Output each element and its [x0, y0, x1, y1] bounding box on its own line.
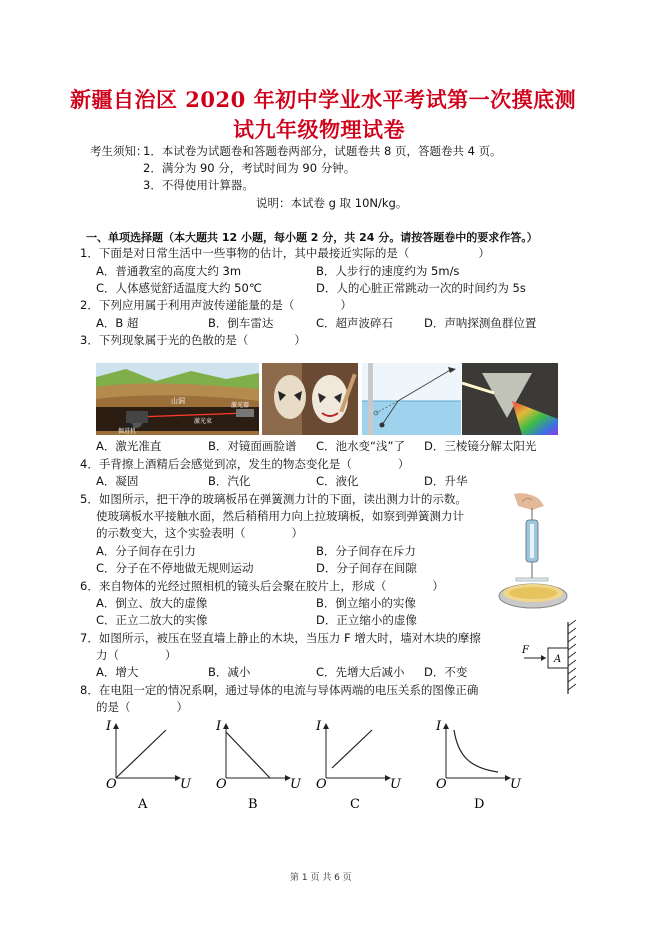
q5-option-b: B．分子间存在斥力 — [316, 544, 416, 558]
section-heading: 一、单项选择题（本大题共 12 小题，每小题 2 分，共 24 分。请按答题卷中的要求作答。） — [86, 231, 538, 244]
graph-a-x-label: U — [180, 777, 191, 792]
graph-b-y-label: I — [216, 719, 222, 734]
label-mountain: 山洞 — [171, 397, 185, 405]
q6-option-b: B．倒立缩小的实像 — [316, 596, 416, 610]
q4-option-a: A．凝固 — [96, 474, 139, 488]
q6-stem: 6．来自物体的光经过照相机的镜头后会聚在胶片上，形成（ ） — [80, 579, 444, 593]
q3-option-c: C．池水变“浅”了 — [316, 439, 405, 453]
q3-image-mirror-face — [262, 363, 358, 435]
graph-d-y-label: I — [436, 719, 442, 734]
q3-image-prism-dispersion — [462, 363, 558, 435]
graph-c-origin: O — [316, 777, 327, 792]
graph-c-x-label: U — [390, 777, 401, 792]
q5-figure-spring-scale — [492, 492, 574, 614]
graph-c — [315, 719, 402, 812]
graph-b-x-label: U — [290, 777, 301, 792]
graph-b-origin: O — [216, 777, 227, 792]
q7-stem-line1: 7．如图所示，被压在竖直墙上静止的木块，当压力 F 增大时，墙对木块的摩擦 — [80, 631, 481, 645]
q1-option-d: D．人的心脏正常跳动一次的时间约为 5s — [316, 281, 526, 295]
q1-option-b: B．人步行的速度约为 5m/s — [316, 264, 460, 278]
notice-note: 说明：本试卷 g 取 10N/kg。 — [256, 196, 408, 210]
graph-d-origin: O — [436, 777, 447, 792]
q1-option-a: A．普通教室的高度大约 3m — [96, 264, 242, 278]
q5-stem-line3: 的示数变大，这个实验表明（ ） — [96, 526, 303, 540]
label-beam: 激光束 — [194, 418, 213, 425]
page-title-line2: 试九年级物理试卷 — [233, 117, 405, 142]
q5-stem-line1: 5．如图所示，把干净的玻璃板吊在弹簧测力计的下面，读出测力计的示数。 — [80, 492, 467, 506]
q2-option-a: A．B 超 — [96, 316, 139, 330]
q3-option-a: A．激光准直 — [96, 439, 162, 453]
q6-option-c: C．正立二放大的实像 — [96, 613, 208, 627]
q1-option-c: C．人体感觉舒适温度大约 50℃ — [96, 281, 262, 295]
graph-b-caption: B — [248, 797, 258, 812]
q2-stem: 2．下列应用属于利用声波传递能量的是（ ） — [80, 298, 352, 312]
graph-a — [105, 719, 192, 812]
graph-d-curve — [454, 730, 498, 772]
graph-a-origin: O — [106, 777, 117, 792]
q7-stem-line2: 力（ ） — [96, 648, 177, 662]
q4-option-b: B．汽化 — [208, 474, 251, 488]
page-footer: 第 1 页 共 6 页 — [290, 873, 352, 883]
q7-block-label: A — [554, 654, 562, 665]
q4-option-c: C．液化 — [316, 474, 359, 488]
q2-option-d: D．声呐探测鱼群位置 — [424, 316, 537, 330]
q7-force-label: F — [522, 645, 529, 656]
graph-a-y-label: I — [106, 719, 112, 734]
q4-stem: 4．手背擦上酒精后会感觉到凉，发生的物态变化是（ ） — [80, 457, 410, 471]
graph-c-y-label: I — [316, 719, 322, 734]
graph-a-line — [116, 730, 166, 778]
q7-option-a: A．增大 — [96, 665, 139, 679]
graph-c-caption: C — [350, 797, 360, 812]
q5-option-d: D．分子间存在间隙 — [316, 561, 417, 575]
q3-image-laser-tunnel — [96, 363, 259, 435]
page-title-line1: 新疆自治区 2020 年初中学业水平考试第一次摸底测 — [70, 87, 577, 112]
q5-stem-line2: 使玻璃板水平接触水面，然后稍稍用力向上拉玻璃板，如察到弹簧测力计 — [96, 509, 464, 523]
graph-b — [215, 719, 302, 812]
notice-item-1: 1．本试卷为试题卷和答题卷两部分，试题卷共 8 页，答题卷共 4 页。 — [143, 144, 502, 158]
label-laser: 激光器 — [231, 402, 250, 409]
q1-stem: 1．下面是对日常生活中一些事物的估计，其中最接近实际的是（ ） — [80, 246, 490, 260]
graph-a-caption: A — [138, 797, 148, 812]
graph-b-line — [226, 732, 270, 778]
q7-option-d: D．不变 — [424, 665, 468, 679]
notice-item-2: 2．满分为 90 分，考试时间为 90 分钟。 — [143, 161, 356, 175]
q8-stem-line2: 的是（ ） — [96, 700, 188, 714]
q8-stem-line1: 8．在电阻一定的情况系啊，通过导体的电流与导体两端的电压关系的图像正确 — [80, 683, 479, 697]
q3-stem: 3．下列现象属于光的色散的是（ ） — [80, 333, 306, 347]
q2-option-c: C．超声波碎石 — [316, 316, 394, 330]
q8-graphs — [100, 716, 560, 816]
graph-d-caption: D — [474, 797, 485, 812]
graph-c-line — [332, 730, 372, 768]
q5-option-c: C．分子在不停地做无规则运动 — [96, 561, 254, 575]
notice-label: 考生须知： — [90, 144, 148, 158]
graph-d — [435, 719, 522, 812]
graph-d-x-label: U — [510, 777, 521, 792]
q6-option-d: D．正立缩小的虚像 — [316, 613, 417, 627]
label-machine: 掘进机 — [118, 428, 137, 435]
notice-item-3: 3．不得使用计算器。 — [143, 178, 254, 192]
q7-option-b: B．减小 — [208, 665, 251, 679]
q4-option-d: D．升华 — [424, 474, 468, 488]
q7-option-c: C．先增大后减小 — [316, 665, 405, 679]
q6-option-a: A．倒立、放大的虚像 — [96, 596, 208, 610]
q3-option-d: D．三棱镜分解太阳光 — [424, 439, 537, 453]
q2-option-b: B．倒车雷达 — [208, 316, 274, 330]
q5-option-a: A．分子间存在引力 — [96, 544, 196, 558]
q3-image-pool-refraction — [362, 363, 461, 435]
q7-figure-block-wall — [518, 620, 580, 696]
q3-option-b: B．对镜面画脸谱 — [208, 439, 297, 453]
